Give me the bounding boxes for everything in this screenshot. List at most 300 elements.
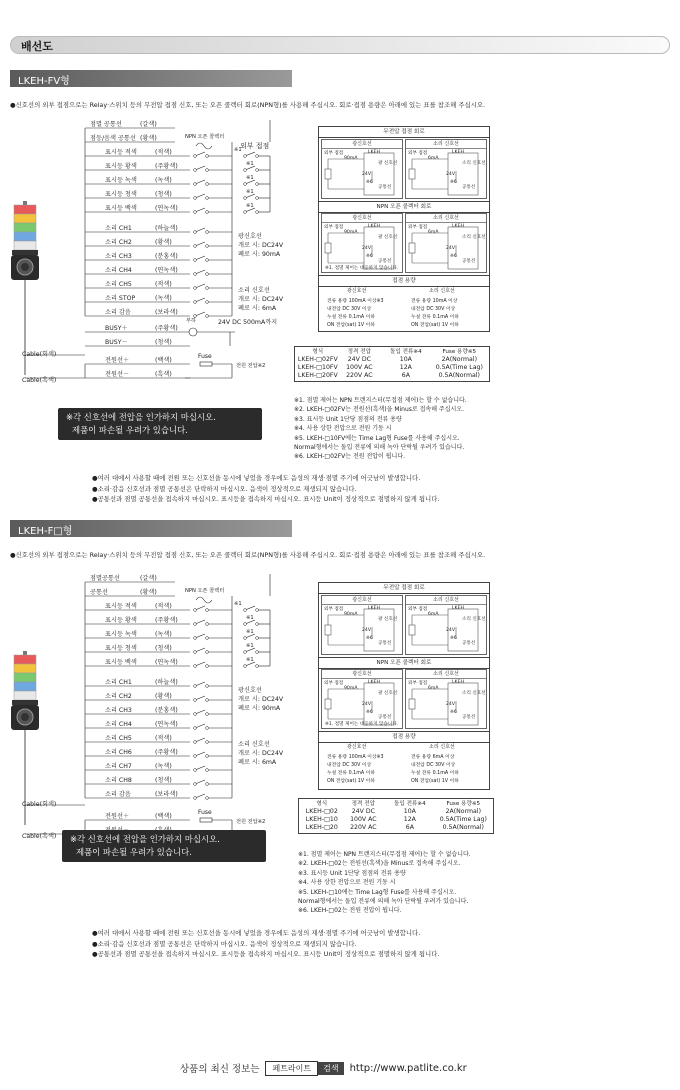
sound-signal-spec: 폐로 시: 6mA xyxy=(238,759,277,766)
tower-speaker-core xyxy=(21,263,29,271)
circuit-label: ※6 xyxy=(450,254,457,259)
note-star1: ※1 xyxy=(246,203,254,209)
footnote: ※3. 표시등 Unit 1단당 점점의 전류 용량 xyxy=(294,415,402,423)
rating-cell: 100V AC xyxy=(346,364,373,371)
wire-label: 표시등 백색 xyxy=(105,205,137,212)
light-circuit xyxy=(321,139,403,199)
section-lkeh-fv xyxy=(0,70,680,515)
rating-table xyxy=(294,346,490,382)
contact-node xyxy=(194,713,197,716)
contact-node xyxy=(206,797,209,800)
ext-contact-symbol xyxy=(409,699,415,709)
note-star1: ※1 xyxy=(246,189,254,195)
ext-node xyxy=(256,197,259,200)
light-capacity: 전류 용량 100mA 이상※3 xyxy=(327,299,384,304)
footnotes xyxy=(298,850,471,916)
rating-cell: 0.5A(Time Lag) xyxy=(439,816,487,823)
contact-node xyxy=(194,169,197,172)
busy-rating: 24V DC 500mA까지 xyxy=(218,319,278,326)
rating-cell: LKEH-□02FV xyxy=(297,356,338,363)
tower-lamp xyxy=(14,682,36,691)
npn-symbol xyxy=(196,597,212,603)
sound-signal-spec: 소리 신호선 xyxy=(238,741,270,748)
circuit-label: 24V xyxy=(446,702,455,707)
wire-color: (적색) xyxy=(155,149,172,156)
ext-node xyxy=(244,197,247,200)
wire-label: 소리 CH6 xyxy=(105,749,132,756)
light-signal-spec: 폐로 시: 90mA xyxy=(238,705,281,712)
note-star1: ※1 xyxy=(246,615,254,621)
contact-node xyxy=(206,287,209,290)
circuit-title: 무전압 접점 회로 xyxy=(319,583,489,594)
rating-cell: 12A xyxy=(399,364,412,371)
tower-lamp xyxy=(14,241,36,250)
contact-node xyxy=(194,197,197,200)
wire-color: (연녹색) xyxy=(155,721,178,728)
footnote: ※1. 점멸 제어는 NPN 트랜지스터(무접점 제어)는 할 수 없습니다. xyxy=(294,397,467,404)
circuit-label: 외부 접점 xyxy=(324,681,344,686)
ext-node xyxy=(256,155,259,158)
website-url[interactable]: http://www.patlite.co.kr xyxy=(349,1062,467,1074)
sound-signal-spec: 개로 시: DC24V xyxy=(238,750,284,757)
sound-capacity: ON 전압(sat) 1V 이하 xyxy=(411,323,459,328)
circuit-label: ※6 xyxy=(366,254,373,259)
ext-node xyxy=(244,169,247,172)
contact-node xyxy=(194,301,197,304)
signal-tower xyxy=(11,651,39,730)
ext-node xyxy=(244,623,247,626)
ext-node xyxy=(256,637,259,640)
contact-node xyxy=(194,609,197,612)
tower-lamp xyxy=(14,223,36,232)
circuit-cell-title: 광신호선 xyxy=(322,596,402,605)
sound-cap-title: 소리 신호선 xyxy=(429,288,455,294)
circuit-label: 24V xyxy=(362,702,371,707)
ext-node xyxy=(244,155,247,158)
wire-label: 소리 CH2 xyxy=(105,239,132,246)
load-label: 부하 xyxy=(186,318,197,324)
section-header: LKEH-FV형 xyxy=(18,76,70,87)
wire-color: (황색) xyxy=(155,693,172,700)
circuit-label: 6mA xyxy=(428,686,439,691)
contact-node xyxy=(206,259,209,262)
contact-node xyxy=(206,155,209,158)
rating-cell: LKEH-□02 xyxy=(305,808,338,815)
rating-table-header xyxy=(301,800,491,808)
circuit-cell-title: 광신호선 xyxy=(322,670,402,679)
circuit-label: 공통선 xyxy=(462,641,476,646)
contact-node xyxy=(206,769,209,772)
rating-cell: 10A xyxy=(399,356,412,363)
wire-label: 소리 감음 xyxy=(105,791,131,798)
cable-black-label: Cable(흑색) xyxy=(22,377,57,384)
wire-label: 점멸 공통선 xyxy=(90,121,122,128)
rating-cell: 0.5A(Time Lag) xyxy=(435,364,483,371)
wire-color: (보라색) xyxy=(155,791,178,798)
rating-cell: 0.5A(Normal) xyxy=(438,372,480,379)
contact-node xyxy=(194,755,197,758)
sound-capacity: 내전압 DC 30V 이상 xyxy=(411,307,456,312)
rating-table xyxy=(298,798,494,834)
circuit-label: 외부 접점 xyxy=(324,607,344,612)
footnote: ※5. LKEH-□10FV에는 Time Lag형 Fuse를 사용해 주십시오. xyxy=(294,434,460,442)
circuit-label: 공통선 xyxy=(378,641,392,646)
rating-header-cell: 돌입 전류※4 xyxy=(394,801,426,807)
rating-cell: 24V DC xyxy=(347,356,371,363)
wire-label: 표시등 청색 xyxy=(105,645,137,652)
wire-color: (갈색) xyxy=(140,575,157,582)
note-star1: ※1 xyxy=(246,629,254,635)
wire-color: (황색) xyxy=(140,135,157,142)
wire-color: (녹색) xyxy=(155,177,172,184)
contact-node xyxy=(206,685,209,688)
tower-lamp xyxy=(14,232,36,241)
footnote: ※2. LKEH-□02는 전원선(흑색)을 Minus로 접속해 주십시오. xyxy=(298,860,461,868)
wire-label: 전원선－ xyxy=(105,371,130,378)
contact-node xyxy=(206,273,209,276)
wire-label: 표시등 적색 xyxy=(105,149,137,156)
circuit-label: 6mA xyxy=(428,612,439,617)
contact-node xyxy=(194,183,197,186)
wire-color: (주황색) xyxy=(155,749,178,756)
ext-contact-symbol xyxy=(325,243,331,253)
wire-label: 표시등 황색 xyxy=(105,163,137,170)
circuit-label: 공통선 xyxy=(378,259,392,264)
tower-lamp xyxy=(14,205,36,214)
fuse-label: Fuse xyxy=(198,353,212,360)
wire-color: (적색) xyxy=(155,281,172,288)
rating-cell: LKEH-□20 xyxy=(305,824,338,831)
rating-cell: 2A(Normal) xyxy=(445,808,481,815)
circuit-label: 90mA xyxy=(344,156,358,161)
wire-color: (보라색) xyxy=(155,309,178,316)
contact-node xyxy=(206,713,209,716)
rating-cell: 100V AC xyxy=(350,816,377,823)
rating-table-row xyxy=(301,808,491,816)
circuit-label: 24V xyxy=(362,246,371,251)
note-star1: ※1 xyxy=(234,147,242,153)
rating-table-row xyxy=(297,356,487,364)
rating-cell: 6A xyxy=(405,824,414,831)
sound-circuit xyxy=(405,139,487,199)
sound-signal-spec: 소리 신호선 xyxy=(238,287,270,294)
wire-label: 소리 CH5 xyxy=(105,735,132,742)
wire-color: (주황색) xyxy=(155,163,178,170)
wire-label: 점멸공통선 xyxy=(90,575,120,582)
footnote: ※1. 점멸 제어는 NPN 트랜지스터(무접점 제어)는 할 수 없습니다. xyxy=(298,851,471,858)
contact-node xyxy=(206,183,209,186)
section-header-bar xyxy=(10,520,292,537)
sound-signal-spec: 개로 시: DC24V xyxy=(238,296,284,303)
npn-label: NPN 오픈 콜렉터 xyxy=(185,588,225,594)
ext-node xyxy=(256,169,259,172)
contact-node xyxy=(206,741,209,744)
wire-color: (적색) xyxy=(155,735,172,742)
circuit-label: 외부 접점 xyxy=(324,225,344,230)
contact-node xyxy=(194,797,197,800)
circuit-label: 24V xyxy=(446,628,455,633)
wire-label: 소리 CH1 xyxy=(105,225,132,232)
rating-cell: LKEH-□10FV xyxy=(297,364,338,371)
contact-node xyxy=(194,685,197,688)
warning-line: ※각 신호선에 전압을 인가하지 마십시오. xyxy=(66,412,216,422)
light-cap-title: 광신호선 xyxy=(347,288,367,294)
power-note: 전원 전압※2 xyxy=(236,363,266,369)
ext-node xyxy=(256,211,259,214)
wire-label: 소리 감음 xyxy=(105,309,131,316)
circuit-label: ※6 xyxy=(366,710,373,715)
circuit-label: ※6 xyxy=(450,636,457,641)
ext-contact-symbol xyxy=(409,625,415,635)
circuit-cell-title: 소리 신호선 xyxy=(406,670,486,679)
wire-label: 소리 STOP xyxy=(105,295,136,302)
wire-label: 표시등 청색 xyxy=(105,191,137,198)
tower-lamp xyxy=(14,691,36,700)
circuit-label: 공통선 xyxy=(378,715,392,720)
wire-label: 전원선＋ xyxy=(105,813,130,820)
contact-node xyxy=(206,245,209,248)
wire-label: BUSY－ xyxy=(105,339,128,346)
bullet-note: ●공통선과 점멸 공통선을 접속하지 마십시오. 표시등을 접속하지 마십시오. 표시등 Unit이 정상적으로 점멸하지 않게 됩니다. xyxy=(92,950,440,958)
contact-node xyxy=(194,287,197,290)
search-box[interactable]: 페트라이트 xyxy=(265,1061,318,1076)
contact-node xyxy=(194,259,197,262)
wire-label: 소리 CH4 xyxy=(105,721,132,728)
circuit-label: 공통선 xyxy=(462,715,476,720)
contact-node xyxy=(206,783,209,786)
circuit-label: LKEH xyxy=(368,224,380,229)
contact-node xyxy=(194,273,197,276)
light-capacity: 전류 용량 100mA 이상※3 xyxy=(327,755,384,760)
light-signal-spec: 광신호선 xyxy=(238,687,262,694)
tower-cap xyxy=(23,201,27,205)
sound-capacity: ON 전압(sat) 1V 이하 xyxy=(411,779,459,784)
tower-ring xyxy=(12,700,38,705)
wire-label: 소리 CH3 xyxy=(105,707,132,714)
tower-speaker-core xyxy=(21,713,29,721)
circuit-box xyxy=(318,582,490,790)
wire-color: (연녹색) xyxy=(155,267,178,274)
wire-color: (녹색) xyxy=(155,295,172,302)
rating-table-row xyxy=(297,364,487,372)
ext-node xyxy=(256,665,259,668)
contact-node xyxy=(194,155,197,158)
contact-node xyxy=(194,637,197,640)
circuit-label: 6mA xyxy=(428,156,439,161)
search-button[interactable]: 검색 xyxy=(318,1062,343,1075)
wire-color: (백색) xyxy=(155,357,172,364)
signal-tower xyxy=(11,201,39,280)
wire-color: (연녹색) xyxy=(155,659,178,666)
section-header: LKEH-F□형 xyxy=(18,526,73,537)
contact-node xyxy=(206,699,209,702)
rating-header-cell: 정격 전압 xyxy=(347,349,372,355)
rating-cell: 220V AC xyxy=(350,824,377,831)
wire-label: 표시등 녹색 xyxy=(105,177,137,184)
ext-node xyxy=(256,651,259,654)
section-header-bar xyxy=(10,70,292,87)
note-star1: ※1 xyxy=(246,657,254,663)
note-star1: ※1 xyxy=(246,643,254,649)
wire-color: (하늘색) xyxy=(155,225,178,232)
circuit-label: 6mA xyxy=(428,230,439,235)
circuit-label: 24V xyxy=(446,246,455,251)
wire-label: 공통선 xyxy=(90,589,108,596)
circuit-label: ※6 xyxy=(450,180,457,185)
light-capacity: 내전압 DC 30V 이상 xyxy=(327,307,372,312)
contact-node xyxy=(206,315,209,318)
section-lkeh-f xyxy=(0,520,680,965)
wire-color: (적색) xyxy=(155,603,172,610)
section-intro: ●신호선의 외부 접점으로는 Relay·스위치 등의 무전압 접점 신호, 또는 오픈 콜렉터 회로(NPN형)를 사용해 주십시오. 회로·접점 용량은 아래에 있는 표를 참조해 주십시오. xyxy=(10,551,486,559)
ext-node xyxy=(244,651,247,654)
note-star1: ※1 xyxy=(234,601,242,607)
ext-node xyxy=(244,665,247,668)
light-circuit xyxy=(321,213,403,273)
tower-lamp xyxy=(14,214,36,223)
circuit-label: LKEH xyxy=(452,224,464,229)
fuse-label: Fuse xyxy=(198,809,212,816)
circuit-label: 외부 접점 xyxy=(408,225,428,230)
contact-node xyxy=(206,651,209,654)
note-star1: ※1 xyxy=(246,161,254,167)
contact-node xyxy=(206,609,209,612)
wire-label: 소리 CH4 xyxy=(105,267,132,274)
bullet-note: ●여러 대에서 사용할 때에 전원 또는 신호선을 동시에 넣었을 경우에도 음성의 재생·점멸 주기에 어긋남이 발생합니다. xyxy=(92,474,421,482)
rating-cell: 24V DC xyxy=(351,808,375,815)
light-circuit xyxy=(321,595,403,655)
wire-label: 소리 CH8 xyxy=(105,777,132,784)
ext-contact-symbol xyxy=(325,699,331,709)
circuit-label: 외부 접점 xyxy=(408,151,428,156)
ext-node xyxy=(256,609,259,612)
circuit-label: 90mA xyxy=(344,686,358,691)
rating-cell: 2A(Normal) xyxy=(441,356,477,363)
tower-cap xyxy=(23,651,27,655)
light-capacity: ON 전압(sat) 1V 이하 xyxy=(327,779,375,784)
circuit-label: 외부 접점 xyxy=(408,681,428,686)
contact-node xyxy=(206,197,209,200)
contact-node xyxy=(206,623,209,626)
sound-cap-title: 소리 신호선 xyxy=(429,744,455,750)
wire-color: (청색) xyxy=(155,191,172,198)
rating-table-row xyxy=(301,816,491,824)
cable-gray-label: Cable(회색) xyxy=(22,351,57,358)
rating-cell: 220V AC xyxy=(346,372,373,379)
circuit-label: LKEH xyxy=(452,606,464,611)
circuit-label: ※6 xyxy=(366,636,373,641)
rating-header-cell: 형식 xyxy=(316,801,328,807)
contact-node xyxy=(206,169,209,172)
wire-color: (흑색) xyxy=(155,371,172,378)
page-title: 배선도 xyxy=(21,40,53,53)
ext-contact-label: 외부 접점 xyxy=(240,142,270,150)
footnote: ※4. 사용 상한 전압으로 전원 기동 시 xyxy=(294,425,392,433)
ext-node xyxy=(256,183,259,186)
rating-cell: 12A xyxy=(403,816,416,823)
wire-color: (황색) xyxy=(140,589,157,596)
ext-node xyxy=(256,623,259,626)
npn-note: ※1. 점멸 제어는 대응하지 않습니다. xyxy=(325,722,399,727)
ext-contact-symbol xyxy=(325,625,331,635)
rating-cell: 10A xyxy=(403,808,416,815)
rating-header-cell: 정격 전압 xyxy=(351,801,376,807)
sound-circuit xyxy=(405,595,487,655)
circuit-title: 무전압 접점 회로 xyxy=(319,127,489,138)
wire-label: 소리 CH3 xyxy=(105,253,132,260)
wire-label: 점등/음색 공통선 xyxy=(90,135,136,142)
sound-capacity: 전류 용량 10mA 이상 xyxy=(411,299,458,304)
wire-label: 표시등 백색 xyxy=(105,659,137,666)
tower-lamp xyxy=(14,664,36,673)
light-signal-spec: 폐로 시: 90mA xyxy=(238,251,281,258)
rating-table-header xyxy=(297,348,487,356)
circuit-label: ※6 xyxy=(366,180,373,185)
contact-node xyxy=(206,665,209,668)
wire-color: (청색) xyxy=(155,645,172,652)
cable-gray-label: Cable(회색) xyxy=(22,801,57,808)
warning-line: ※각 신호선에 전압을 인가하지 마십시오. xyxy=(70,834,220,844)
footer xyxy=(180,1060,530,1076)
footnote: ※5. LKEH-□10에는 Time Lag형 Fuse를 사용해 주십시오. xyxy=(298,888,457,896)
circuit-label: 광 신호선 xyxy=(378,617,398,622)
warning-line: 제품이 파손될 우려가 있습니다. xyxy=(76,847,192,857)
footnote: ※3. 표시등 Unit 1단당 점점의 전류 용량 xyxy=(298,869,406,877)
sound-capacity: 누설 전류 0.1mA 이하 xyxy=(411,315,459,320)
circuit-label: 소리 신호선 xyxy=(462,691,486,696)
circuit-label: 24V xyxy=(362,628,371,633)
contact-node xyxy=(194,783,197,786)
circuit-label: ※6 xyxy=(450,710,457,715)
tower-lamp xyxy=(14,673,36,682)
fuse-symbol xyxy=(200,818,212,822)
sound-circuit xyxy=(405,213,487,273)
note-star1: ※1 xyxy=(246,175,254,181)
circuit-label: 24V xyxy=(362,172,371,177)
wire-color: (백색) xyxy=(155,813,172,820)
ext-contact-symbol xyxy=(409,169,415,179)
wire-color: (분홍색) xyxy=(155,707,178,714)
rating-table-row xyxy=(301,824,491,832)
rating-header-cell: 돌입 전류※4 xyxy=(390,349,422,355)
contact-node xyxy=(194,699,197,702)
circuit-label: 24V xyxy=(446,172,455,177)
sound-capacity: 전류 용량 6mA 이상 xyxy=(411,755,455,760)
wire-color: (청색) xyxy=(155,777,172,784)
wire-color: (녹색) xyxy=(155,763,172,770)
ext-node xyxy=(244,609,247,612)
light-capacity: ON 전압(sat) 1V 이하 xyxy=(327,323,375,328)
contact-node xyxy=(206,727,209,730)
wire-label: 표시등 적색 xyxy=(105,603,137,610)
contact-node xyxy=(194,245,197,248)
rating-header-cell: 형식 xyxy=(312,349,324,355)
contact-node xyxy=(194,727,197,730)
wire-color: (황색) xyxy=(155,239,172,246)
tower-lamp xyxy=(14,655,36,664)
circuit-label: 90mA xyxy=(344,230,358,235)
circuit-label: LKEH xyxy=(368,606,380,611)
circuit-label: 소리 신호선 xyxy=(462,617,486,622)
rating-table-row xyxy=(297,372,487,380)
light-signal-spec: 개로 시: DC24V xyxy=(238,242,284,249)
contact-capacity-title: 접점 용량 xyxy=(319,731,489,743)
circuit-cell-title: 소리 신호선 xyxy=(406,596,486,605)
load-symbol xyxy=(189,328,197,336)
section-intro: ●신호선의 외부 접점으로는 Relay·스위치 등의 무전압 접점 신호, 또는 오픈 콜렉터 회로(NPN형)를 사용해 주십시오. 회로·접점 용량은 아래에 있는 표를 참조해 주십시오. xyxy=(10,101,486,109)
light-capacity: 누설 전류 0.1mA 이하 xyxy=(327,315,375,320)
page-title-bar xyxy=(10,36,670,54)
